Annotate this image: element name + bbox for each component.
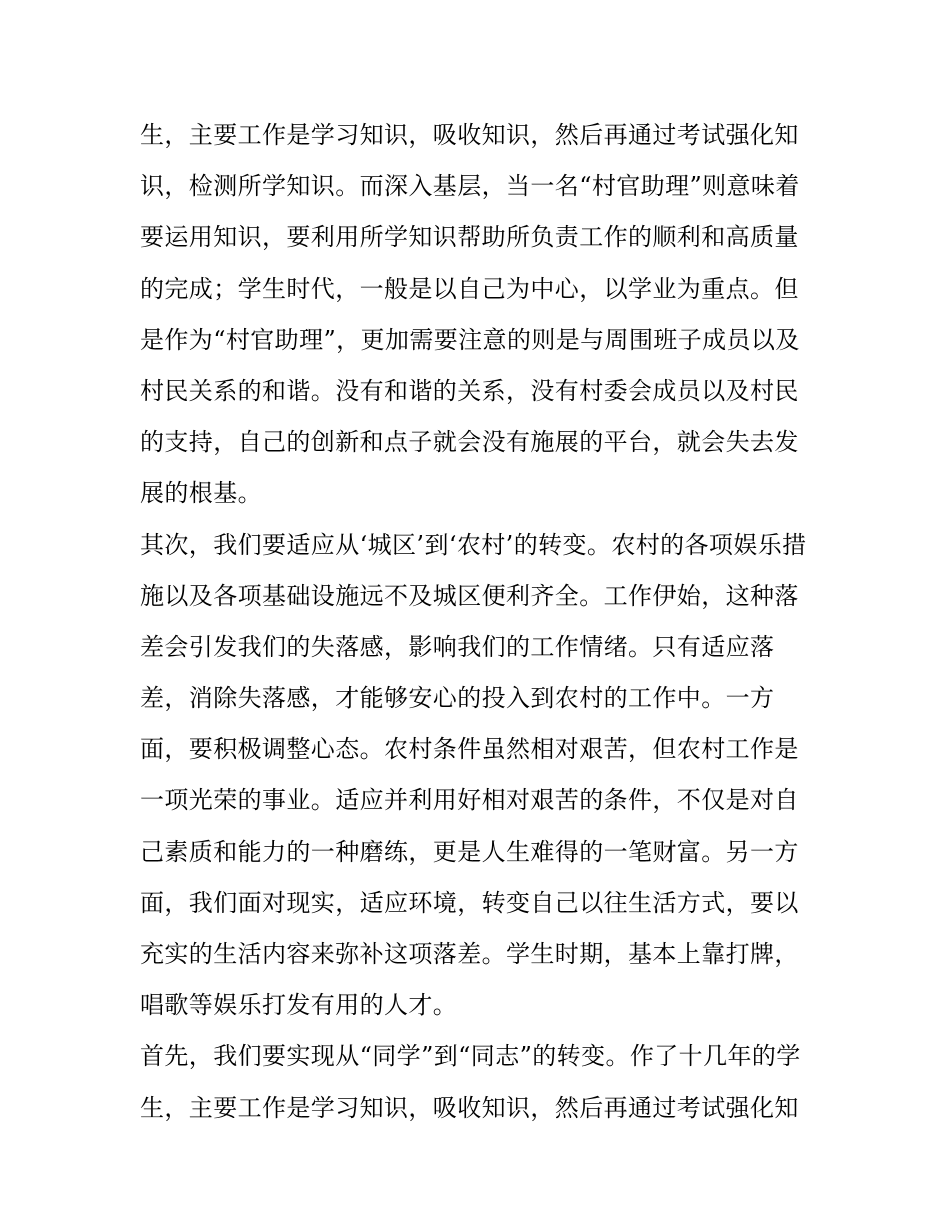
text-line: 识，检测所学知识。而深入基层，当一名“村官助理”则意味着 — [140, 172, 800, 201]
text-line: 的完成；学生时代，一般是以自己为中心，以学业为重点。但 — [140, 274, 799, 303]
text-line: 一项光荣的事业。适应并利用好相对艰苦的条件，不仅是对自 — [140, 786, 799, 815]
text-line: 面，我们面对现实，适应环境，转变自己以往生活方式，要以 — [140, 888, 799, 917]
text-line: 的支持，自己的创新和点子就会没有施展的平台，就会失去发 — [140, 428, 799, 457]
text-line: 唱歌等娱乐打发有用的人才。 — [140, 991, 458, 1020]
text-line: 充实的生活内容来弥补这项落差。学生时期，基本上靠打牌， — [140, 940, 799, 968]
text-line: 生，主要工作是学习知识，吸收知识，然后再通过考试强化知 — [140, 1093, 799, 1122]
text-line: 展的根基。 — [140, 479, 262, 508]
text-line: 己素质和能力的一种磨练，更是人生难得的一笔财富。另一方 — [140, 837, 799, 866]
text-line: 面，要积极调整心态。农村条件虽然相对艰苦，但农村工作是 — [140, 735, 799, 764]
text-line: 要运用知识，要利用所学知识帮助所负责工作的顺利和高质量 — [140, 223, 799, 252]
text-line: 是作为“村官助理”，更加需要注意的则是与周围班子成员以及 — [140, 325, 800, 354]
text-line: 村民关系的和谐。没有和谐的关系，没有村委会成员以及村民 — [140, 376, 799, 405]
text-line: 差，消除失落感，才能够安心的投入到农村的工作中。一方 — [140, 684, 775, 713]
text-line: 首先，我们要实现从“同学”到“同志”的转变。作了十几年的学 — [140, 1042, 801, 1071]
body-text — [140, 110, 820, 1134]
text-line: 生，主要工作是学习知识，吸收知识，然后再通过考试强化知 — [140, 121, 799, 149]
text-line: 差会引发我们的失落感，影响我们的工作情绪。只有适应落 — [140, 632, 775, 661]
text-line: 其次，我们要适应从‘城区’到‘农村’的转变。农村的各项娱乐措 — [140, 530, 807, 559]
text-line: 施以及各项基础设施远不及城区便利齐全。工作伊始，这种落 — [140, 581, 799, 610]
